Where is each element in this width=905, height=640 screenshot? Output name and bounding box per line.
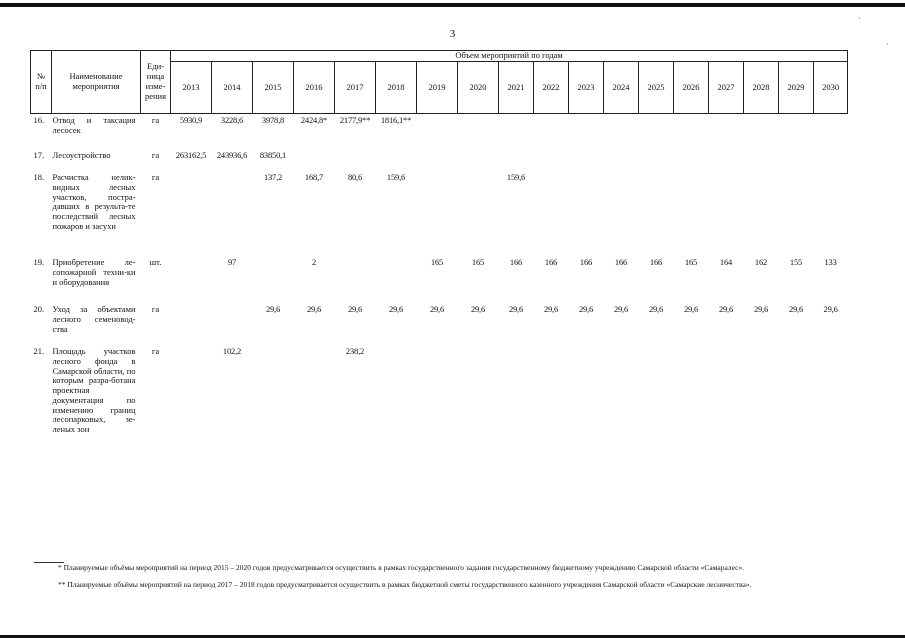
value-cell (335, 149, 376, 171)
table-row (31, 256, 848, 303)
table-row (31, 149, 848, 171)
unit-cell: га (151, 304, 160, 314)
value-cell (534, 149, 569, 171)
value-cell (604, 149, 639, 171)
header-year: 2023 (569, 62, 604, 114)
value-cell: 5930,9 (179, 115, 203, 125)
unit-cell: га (151, 172, 160, 182)
value-cell (171, 345, 212, 447)
value-cell (294, 345, 335, 447)
row-number: 17. (33, 150, 45, 160)
value-cell (569, 345, 604, 447)
header-year: 2016 (294, 62, 335, 114)
value-cell (253, 256, 294, 303)
value-cell: 83850,1 (259, 150, 287, 160)
value-cell: 166 (614, 257, 628, 267)
activities-table (30, 50, 848, 447)
value-cell (534, 345, 569, 447)
value-cell: 29,6 (543, 304, 559, 314)
unit-cell: га (151, 346, 160, 356)
value-cell: 2424,8* (300, 115, 328, 125)
value-cell: 166 (579, 257, 593, 267)
header-year: 2022 (534, 62, 569, 114)
header-year: 2028 (744, 62, 779, 114)
value-cell (674, 171, 709, 256)
value-cell: 102,2 (222, 346, 242, 356)
value-cell (212, 171, 253, 256)
value-cell: 3978,8 (261, 115, 285, 125)
value-cell: 137,2 (263, 172, 283, 182)
value-cell (376, 256, 417, 303)
value-cell (639, 171, 674, 256)
value-cell (779, 114, 814, 150)
value-cell (417, 114, 458, 150)
value-cell: 29,6 (613, 304, 629, 314)
value-cell: 29,6 (429, 304, 445, 314)
header-year: 2029 (779, 62, 814, 114)
value-cell: 3228,6 (220, 115, 244, 125)
value-cell (376, 345, 417, 447)
value-cell: 2177,9** (339, 115, 371, 125)
unit-cell: га (151, 150, 160, 160)
value-cell (569, 149, 604, 171)
value-cell: 29,6 (823, 304, 838, 314)
value-cell (458, 149, 499, 171)
table-row (31, 171, 848, 256)
value-cell: 133 (824, 257, 837, 267)
footnote-1: * Планируемые объёмы мероприятий на период 2015 – 2020 годов предусматривается осуществить в рамках государственного задания государственному бюджетному учреждению Самарской области «Самаралес». (58, 563, 745, 572)
value-cell (709, 114, 744, 150)
value-cell (499, 345, 534, 447)
value-cell: 29,6 (347, 304, 363, 314)
table-row (31, 114, 848, 150)
table-body (31, 114, 848, 448)
value-cell (779, 149, 814, 171)
value-cell: 166 (649, 257, 663, 267)
activity-name: Приобретение ле-сопожарной техни-ки и оборудования (52, 257, 136, 287)
header-year: 2017 (335, 62, 376, 114)
value-cell (534, 171, 569, 256)
value-cell (376, 149, 417, 171)
value-cell: 168,7 (304, 172, 324, 182)
value-cell (779, 345, 814, 447)
activity-name: Лесоустройство (52, 150, 111, 160)
value-cell: 29,6 (265, 304, 281, 314)
value-cell: 263162,5 (175, 150, 207, 160)
activity-name: Отвод и таксация лесосек (52, 115, 136, 135)
value-cell (674, 149, 709, 171)
value-cell (458, 114, 499, 150)
header-year: 2014 (212, 62, 253, 114)
value-cell (709, 345, 744, 447)
value-cell (417, 149, 458, 171)
value-cell: 29,6 (648, 304, 664, 314)
top-border (0, 3, 905, 7)
value-cell: 159,6 (506, 172, 526, 182)
header-year: 2020 (458, 62, 499, 114)
value-cell (674, 114, 709, 150)
value-cell: 1816,1** (380, 115, 412, 125)
value-cell (212, 303, 253, 345)
value-cell (569, 171, 604, 256)
row-number: 21. (33, 346, 45, 356)
value-cell (744, 114, 779, 150)
value-cell (814, 345, 848, 447)
header-year: 2013 (171, 62, 212, 114)
row-number: 19. (33, 257, 45, 267)
value-cell: 29,6 (388, 304, 404, 314)
value-cell: 29,6 (508, 304, 524, 314)
value-cell: 80,6 (347, 172, 363, 182)
header-year: 2021 (499, 62, 534, 114)
value-cell (171, 256, 212, 303)
value-cell: 162 (754, 257, 768, 267)
activity-name: Уход за объектами лесного семеновод-ства (52, 304, 136, 334)
scan-mark: · (858, 14, 861, 23)
value-cell: 165 (430, 257, 444, 267)
value-cell (499, 149, 534, 171)
bottom-border (0, 635, 905, 638)
value-cell: 29,6 (683, 304, 699, 314)
value-cell (814, 171, 848, 256)
value-cell (604, 345, 639, 447)
value-cell (709, 171, 744, 256)
header-num: № п/п (31, 51, 52, 114)
value-cell: 166 (544, 257, 558, 267)
value-cell: 97 (227, 257, 237, 267)
value-cell (171, 171, 212, 256)
unit-cell: шт. (149, 257, 162, 267)
value-cell (171, 303, 212, 345)
header-year: 2024 (604, 62, 639, 114)
value-cell: 29,6 (788, 304, 804, 314)
header-row-group (31, 51, 848, 62)
value-cell (779, 171, 814, 256)
footnote-2: ** Планируемые объёмы мероприятий на период 2017 – 2018 годов предусматривается осуществить в рамках бюджетной сметы государственного казенного учреждения Самарской области «Самарские лесничества». (58, 580, 752, 589)
header-year: 2019 (417, 62, 458, 114)
activity-name: Площадь участков лесного фонда в Самарской области, по которым разра-ботана проектная документация по изменению границ лесопарковых, зе-леных зон (52, 346, 136, 435)
value-cell (814, 114, 848, 150)
table-row (31, 345, 848, 447)
unit-cell: га (151, 115, 160, 125)
value-cell (744, 345, 779, 447)
row-number: 16. (33, 115, 45, 125)
value-cell (744, 149, 779, 171)
header-volume-by-years: Объем мероприятий по годам (171, 51, 848, 62)
value-cell: 29,6 (753, 304, 769, 314)
value-cell (639, 114, 674, 150)
value-cell (639, 345, 674, 447)
value-cell (814, 149, 848, 171)
value-cell: 155 (789, 257, 803, 267)
value-cell (294, 149, 335, 171)
value-cell (417, 345, 458, 447)
table-row (31, 303, 848, 345)
header-unit: Еди- ница изме- рения (141, 51, 171, 114)
row-number: 20. (33, 304, 45, 314)
value-cell: 29,6 (306, 304, 322, 314)
header-year: 2015 (253, 62, 294, 114)
value-cell (639, 149, 674, 171)
value-cell (569, 114, 604, 150)
value-cell: 164 (719, 257, 733, 267)
scan-mark: · (886, 40, 889, 49)
header-year: 2030 (814, 62, 848, 114)
value-cell (744, 171, 779, 256)
value-cell: 165 (471, 257, 485, 267)
value-cell (458, 345, 499, 447)
activity-name: Расчистка нелик-видных лесных участков, постра-давших в результа-те последствий лесных пожаров и засухи (52, 172, 136, 231)
value-cell: 2 (311, 257, 317, 267)
value-cell (674, 345, 709, 447)
header-year: 2025 (639, 62, 674, 114)
header-year: 2018 (376, 62, 417, 114)
value-cell (534, 114, 569, 150)
header-year: 2027 (709, 62, 744, 114)
value-cell: 165 (684, 257, 698, 267)
value-cell: 166 (509, 257, 523, 267)
value-cell (499, 114, 534, 150)
header-name: Наименование мероприятия (52, 51, 141, 114)
value-cell: 29,6 (578, 304, 594, 314)
value-cell: 243936,6 (216, 150, 248, 160)
value-cell (417, 171, 458, 256)
value-cell: 159,6 (386, 172, 406, 182)
header-year: 2026 (674, 62, 709, 114)
value-cell (709, 149, 744, 171)
value-cell (458, 171, 499, 256)
value-cell (253, 345, 294, 447)
value-cell: 29,6 (718, 304, 734, 314)
value-cell: 238,2 (345, 346, 365, 356)
value-cell (335, 256, 376, 303)
value-cell: 29,6 (470, 304, 486, 314)
page-number: 3 (449, 28, 456, 40)
value-cell (604, 114, 639, 150)
row-number: 18. (33, 172, 45, 182)
value-cell (604, 171, 639, 256)
